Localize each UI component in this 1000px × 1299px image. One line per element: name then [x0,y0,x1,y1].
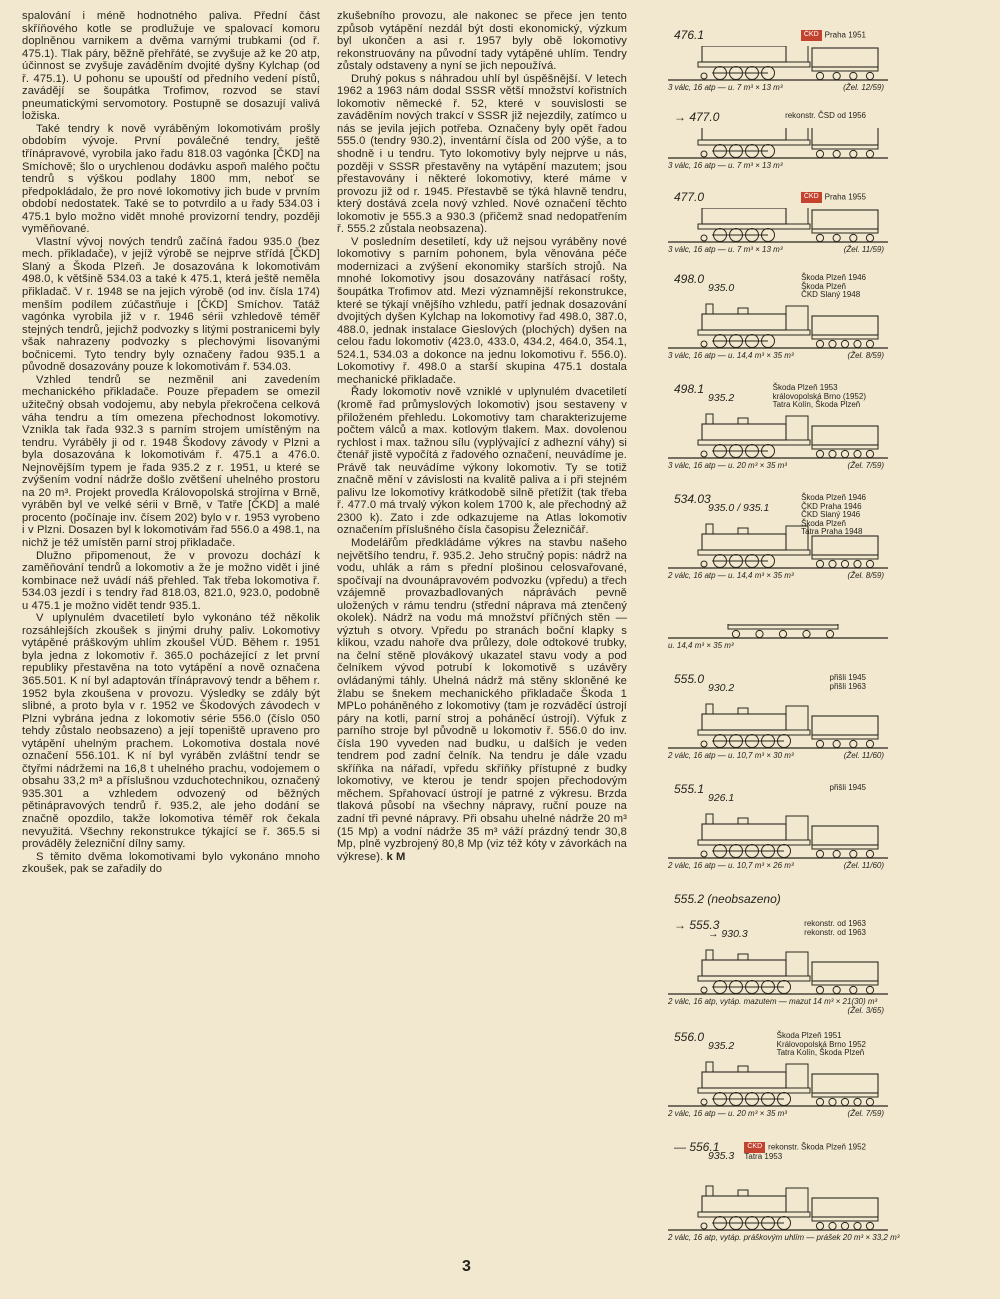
tender-wheel [854,1222,861,1229]
tender-frame [812,845,878,849]
magazine-reference: (Žel. 8/59) [847,351,884,360]
tender-class: 935.0 [708,282,735,294]
locomotive-figure [668,492,896,580]
leading-wheel [701,73,707,79]
locomotive-figure [668,672,896,760]
maker-note-text: Škoda Plzeň 1946 ČKD Praha 1946 ČKD Slaný 1946 Škoda Plzeň Tatra Praha 1948 [801,493,866,536]
paragraph: Také tendry k nově vyráběným lokomotivám prošly obdobím vývoje. První poválečné tendry, ještě třínápravové, vyrobila jako řadu 818.03 vagónka [ČKD] na Smíchově; šlo o urychlenou dodávku aspoň malého počtu tendrů s výškou podlahy 1800 mm, neboť se předpokládalo, že pro nové lokomotivy jich bude v prvním období nedostatek. Také se to potvrdilo a u řady 534.03 i 475.1 bylo možno vidět mnohé provizorní tendry, později vyměňované. [22,122,320,236]
text-column-left [22,10,320,876]
leading-wheel [701,1099,707,1105]
frame [698,330,810,335]
tender-wheel [866,1222,873,1229]
maker-badge: ČKD [744,1142,765,1153]
tender-wheel [829,450,836,457]
magazine-reference: (Žel. 11/60) [843,751,884,760]
figure-header [668,1030,896,1057]
boiler [702,314,786,330]
boiler [702,1196,786,1212]
cab [786,416,808,440]
frame [698,440,810,445]
spec-text: 3 válc, 16 atp — u. 7 m³ × 13 m³ [668,83,783,92]
tender-wheel [833,850,840,857]
chimney [706,414,713,424]
locomotive-drawing [668,814,888,858]
tender-wheel [816,560,823,567]
maker-note-text: přišli 1945 přišli 1963 [829,673,866,691]
class-number: → 477.0 [674,110,720,124]
locomotive-figure [668,190,896,254]
tender-wheel [779,630,786,637]
locomotive-drawing [668,704,888,748]
magazine-reference: (Žel. 8/59) [847,571,884,580]
boiler [702,208,786,224]
maker-note [785,112,866,121]
tender-wheel [816,450,823,457]
cab [786,1188,808,1212]
spec-text: 2 válc, 16 atp — u. 14,4 m³ × 35 m³ [668,571,794,580]
spec-text: 3 válc, 16 atp — u. 14,4 m³ × 35 m³ [668,351,794,360]
tender-class: 935.0 / 935.1 [708,502,770,514]
boiler [702,424,786,440]
class-number: 556.0 [674,1030,705,1044]
maker-note-text: Praha 1951 [824,30,866,40]
chimney [706,1186,713,1196]
frame [698,840,810,845]
tender-frame [812,1093,878,1097]
locomotive-figure [668,382,896,470]
class-number: 477.0 [674,190,705,204]
figure-header [668,918,896,940]
tender-frame [812,145,878,149]
locomotive-drawing [668,624,888,638]
tender-wheel [841,340,848,347]
locomotive-figure [668,28,896,92]
cab [786,128,808,140]
class-number: 534.03 [674,492,711,506]
maker-note-text: Škoda Plzeň 1946 Škoda Plzeň ČKD Slaný 1948 [801,273,866,299]
steam-dome [738,528,748,534]
tender-body [812,48,878,67]
steam-dome [738,418,748,424]
locomotive-figure [668,272,896,360]
steam-dome [738,308,748,314]
steam-dome [738,708,748,714]
tender-wheel [866,560,873,567]
locomotive-figure [668,110,896,170]
paragraph: spalování i méně hodnotného paliva. Přední část skříňového kotle se prodlužuje ve spalovací komoru doplněnou varnikem a dvěma varnými trubkami (od ř. 475.1). Tlak páry, běžně přehřáté, se zvyšuje až ke 20 atp, účinnost se zvyšuje zaváděním dvojité dyšny Kylchap (od ř. 475.1). U pohonu se upouští od předního vedení pístů, zavádějí se šoupátka Trofimov, rozvod se staví pneumatickými servomotory. Postupně se dosazují valivá ložiska. [22,10,320,123]
tender-class: 935.2 [708,1040,735,1052]
locomotive-figure [668,892,896,910]
maker-note-text: přišli 1945 [829,783,866,792]
tender-body [812,426,878,445]
frame [698,224,810,229]
paragraph: V uplynulém dvacetiletí bylo vykonáno též několik rozsáhlejších zkoušek s jinými druhy paliv. Lokomotivy vytápěné práškovým uhlím zkoušel VÚD. Během r. 1951 byla jedna z lokomotiv ř. 365.0 pocházející z let první republiky přestavěna na toto vytápění a nově označena 365.501. K ní byl adaptován třínápravový tendr a během r. 1952 byla zkoušena v provozu. Výsledky se zdály být slibné, a proto byla v r. 1952 ve Škodových závodech v Plzni vybrána jedna z lokomotiv série 556.0 (číslo 050 tehdy zůstalo neobsazeno) a její topeniště upraveno pro vytápění uhelným prachem. Lokomotiva dostala nové označení 556.101. K ní byl vyráběn zvláštní tendr se čtyřmi nádržemi na 16,8 t uhelného prachu, vodojemem o obsahu 33,2 m³ a příslušnou vzduchotechnikou, označený 935.301 a vzhledem odvozený od běžných pětinápravových tendrů ř. 935.2, ale jeho dodání se značně opozdilo, takže lokomotiva téměř rok čekala nevyužitá. Všechny rekonstrukce týkající se ř. 365.5 si prováděly železniční dílny samy. [22,612,320,851]
locomotive-silhouette [668,208,888,244]
paragraph: Řady lokomotiv nově vzniklé v uplynulém dvacetiletí (kromě řad průmyslových lokomotiv) jsou sestaveny v přiloženém přehledu. Lokomotivy tam charakterizujeme počtem válců a max. kotlovým tlakem. Max. dovolenou rychlost i max. tažnou sílu (vyplývající z adhezní váhy) si čtenář jistě vypočítá z řadového označení, neuvádíme je. Právě tak neuvádíme výkony lokomotiv. Ty se totiž značně mění v závislosti na kvalitě paliva a i při stejném palivu lze lokomotivy krátkodobě silně přetížit (tak třeba ř. 477.0 má trvalý výkon kolem 1700 k, ale přechodný až 2300 k). Zato i zde odkazujeme na Atlas lokomotiv označením příslušného čísla časopisu Železničář. [337,386,627,537]
locomotive-silhouette [668,800,888,860]
figure-header [668,1140,896,1162]
tender-frame [812,229,878,233]
locomotive-silhouette [668,690,888,750]
tender-wheel [816,72,823,79]
spec-line [668,861,896,870]
tender-frame [812,555,878,559]
boiler [702,1072,786,1088]
figure-header [668,606,896,624]
tender-wheel [854,1098,861,1105]
tender-wheel [833,150,840,157]
locomotive-silhouette [668,624,888,640]
chimney [706,704,713,714]
tender-wheel [850,72,857,79]
leading-wheel [701,341,707,347]
frame [698,62,810,67]
tender-frame [812,335,878,339]
boiler [702,960,786,976]
maker-note-text: Praha 1955 [824,192,866,202]
boiler [702,714,786,730]
locomotive-silhouette [668,1158,888,1232]
tender-wheel [803,630,810,637]
tender-wheel [854,560,861,567]
boiler [702,46,786,62]
leading-wheel [701,235,707,241]
maker-badge: ČKD [801,30,822,41]
paragraph: zkušebního provozu, ale nakonec se přece jen tento způsob vytápění nezdál být dosti ekonomický, výzkum byl ukončen a asi r. 1957 byly obě lokomotivy rekonstruovány na původní tady vytápěné uhlím. Tendry zůstaly odstaveny a nyní se jich nepoužívá. [337,10,627,73]
leading-wheel [701,561,707,567]
steam-dome [738,1066,748,1072]
cab [786,706,808,730]
locomotive-figure [668,782,896,870]
tender-wheel [850,234,857,241]
leading-wheel [701,451,707,457]
tender-body [812,962,878,981]
tender-wheel [816,150,823,157]
tender-body [812,210,878,229]
spec-line [668,161,896,170]
leading-wheel [701,741,707,747]
tender-wheel [866,986,873,993]
tender-class: 935.3 [708,1150,735,1162]
tender-wheel [829,1222,836,1229]
locomotive-drawing [668,128,888,158]
spec-text: u. 14,4 m³ × 35 m³ [668,641,734,650]
locomotive-drawing [668,414,888,458]
tender-wheel [816,234,823,241]
maker-badge: ČKD [801,192,822,203]
locomotive-figure [668,606,896,650]
tender-wheel [841,1222,848,1229]
paragraph: Vzhled tendrů se nezměnil ani zavedením mechanického přikladače. Pouze přepadem se omezil užitečný obsah vodojemu, aby nebyla překročena celková váha tendru a tím omezena přechodnost lokomotivy. Vznikla tak řada 932.3 s parním strojem umístěným na tendru. Vyráběly ji od r. 1948 Škodovy závody v Plzni a byla dosazována k lokomotivám ř. 475.1 a 476.0. Nejnovějším typem je řada 935.2 z r. 1951, u které se zvýšením vodní nádrže došlo zvětšení uhelného prostoru na 20 m³. Projekt provedla Královopolská strojírna v Brně, vyráběn byl ve velké sérii v Brně, v Tatře [ČKD] a malé procento (počínaje inv. čísem 202) bylo v r. 1953 vyrobeno i v Plzni. Dosazen byl k lokomotivám řad 556.0 a 498.1, na nichž je též umístěn parní stroj přikladače. [22,373,320,549]
maker-note [744,1142,866,1161]
maker-note [801,494,866,537]
class-number: 498.0 [674,272,705,286]
class-number: 555.0 [674,672,705,686]
tender-body [812,1074,878,1093]
spec-line [668,997,896,1015]
leading-wheel [701,151,707,157]
chimney [706,524,713,534]
frame [698,730,810,735]
maker-note [773,384,866,410]
text-column-middle [337,10,627,863]
magazine-reference: (Žel. 3/65) [847,1006,884,1015]
locomotive-silhouette [668,936,888,996]
tender-wheel [866,1098,873,1105]
locomotive-drawing [668,1062,888,1106]
spec-text: 2 válc, 16 atp — u. 10,7 m³ × 30 m³ [668,751,794,760]
maker-note-text: rekonstr. od 1963 rekonstr. od 1963 [804,919,866,937]
tender-wheel [816,1222,823,1229]
spec-text: 3 válc, 16 atp — u. 20 m³ × 35 m³ [668,461,787,470]
tender-wheel [850,986,857,993]
tender-body [812,716,878,735]
class-number: 476.1 [674,28,705,42]
chimney [706,1062,713,1072]
locomotive-drawing [668,950,888,994]
tender-wheel [866,740,873,747]
figure-header [668,110,896,128]
maker-note [777,1032,866,1058]
chimney [706,950,713,960]
tender-frame [812,735,878,739]
maker-note [830,784,866,793]
locomotive-silhouette [668,46,888,82]
maker-note-text: Škoda Plzeň 1953 královopolská Brno (1952) Tatra Kolín, Škoda Plzeň [772,383,866,409]
cab [786,816,808,840]
frame [698,550,810,555]
locomotive-figure [668,1030,896,1118]
frame [698,976,810,981]
page-number: 3 [462,1258,471,1275]
figure-header [668,190,896,208]
locomotive-figure [668,918,896,1015]
tender-wheel [866,234,873,241]
leading-wheel [701,987,707,993]
chimney [706,304,713,314]
magazine-reference: (Žel. 7/59) [847,1109,884,1118]
paragraph: Modelářům předkládáme výkres na stavbu našeho největšího tendru, ř. 935.2. Jeho stručný popis: nádrž na vodu, uhlák a rám s přední plošinou celosvařované, spočívají na dvounápravovém podvozku (vpředu) a třech vzájemně provazbadlovaných náprávách pevně uložených v rámu tendru (střední náprava má ztenčený okolek). Nádrž na vodu má množství příčných stěn — výztuh s otvory. Vpředu po stranách boční klapky s klikou, vzadu nahoře dva průlezy, dole odtokové trubky, na čelní stěně plovákový ukazatel stavu vody a pod čelníkem vývod potrubí k lokomotivě s uzávěry ovládanými táhly. Uhelná nádrž má stěny skloněné ke žlabu se šnekem mechanického přikladače Škoda 1 MPLo poháněného z lokomotivy (tam je rozváděcí ústrojí páry na kotli, parní stroj a poháněcí ústrojí). Výfuk z parního stroje byl původně u lokomotiv ř. 556.0 do inv. čísla 190 vyveden nad budku, u dalších je veden tendrem pod zadní čelník. Na tendru je dále vzadu skříňka na nářadí, vpředu skříňky přístupné z budky lokomotivy, ve kterou je tendr spojen přechodovým měchem. Spřahovací ústrojí je patrné z výkresu. Brzda tlaková působí na všechny nápravy, ruční pouze na zadní tři pevné nápravy. Při obsahu uhelné nádrže 20 m³ (15 Mp) a vodní nádrže 35 m³ váží prázdný tendr 30,8 Mp, plně vyzbrojený 80,8 Mp (viz též kóty v závorkách na výkrese). k M [337,536,627,863]
leading-wheel [701,851,707,857]
figure-header [668,382,896,409]
locomotive-drawing [668,1186,888,1230]
tender-frame [728,625,838,629]
tender-wheel [833,986,840,993]
boiler [702,128,786,140]
figure-header [668,272,896,299]
tender-wheel [833,72,840,79]
tender-wheel [850,150,857,157]
chimney [706,814,713,824]
spec-text: 3 válc, 16 atp — u. 7 m³ × 13 m³ [668,245,783,254]
locomotive-drawing [668,304,888,348]
tender-wheel [732,630,739,637]
leading-wheel [701,1223,707,1229]
cab [786,208,808,224]
paragraph: S těmito dvěma lokomotivami bylo vykonáno mnoho zkoušek, pak se zařadily do [22,850,320,876]
tender-wheel [850,740,857,747]
tender-wheel [854,340,861,347]
tender-wheel [866,72,873,79]
locomotive-figure [668,1140,900,1242]
steam-dome [738,818,748,824]
frame [698,1088,810,1093]
locomotive-silhouette [668,128,888,160]
spec-line [668,1233,900,1242]
figure-header [668,672,896,694]
tender-wheel [829,340,836,347]
paragraph: Dlužno připomenout, že v provozu dochází k zaměňování tendrů a lokomotiv a že je možno vidět i jiné kombinace než uvádí náš přehled. Tak třeba lokomotiva ř. 534.03 jezdí i s tendry řad 818.03, 821.0, 923.0, podobně u 475.1 je možno vidět tendr 935.1. [22,549,320,612]
spec-line [668,351,896,360]
spec-line [668,1109,896,1118]
figure-header [668,28,896,46]
spec-line [668,83,896,92]
spec-text: 2 válc, 16 atp — u. 20 m³ × 35 m³ [668,1109,787,1118]
steam-dome [738,1190,748,1196]
paragraph: Vlastní vývoj nových tendrů začíná řadou 935.0 (bez mech. přikladače), v jejíž výrobě se nejprve střídá [ČKD] Slaný a Škoda Plzeň. Je dosazována k lokomotivám 498.0, k většině 534.03 a také k 475.1, která ještě neměla přikladač. V r. 1948 se na jejich výrobě (od inv. čísla 174) menším podílem zúčastňuje i [ČKD] Smíchov. Tatáž vagónka vyrobila již v r. 1946 sérii vzhledově téměř stejných tendrů, jejichž podvozky s litými postranicemi byly však nahrazeny podvozky s plechovými lisovanými bočnicemi. Tyto tendry byly označeny řadou 935.1 a původně dosazovány pouze k lokomotivám ř. 534.03. [22,235,320,374]
cab [786,1064,808,1088]
tender-wheel [854,450,861,457]
tender-wheel [816,1098,823,1105]
locomotive-drawing [668,46,888,80]
cab [786,46,808,62]
spec-text: 2 válc, 16 atp, vytáp. mazutem — mazut 14 m³ × 21(30) m³ [668,997,878,1006]
tender-wheel [866,450,873,457]
tender-wheel [816,740,823,747]
tender-wheel [866,340,873,347]
tender-wheel [833,234,840,241]
maker-note [801,192,866,203]
paragraph: V posledním desetiletí, kdy už nejsou vyráběny nové lokomotivy s parním pohonem, byla věnována péče modernizaci a zvýšení ekonomiky starších strojů. Na mnohé lokomotivy jsou dosazovány natřásací rošty, šoupátka Trofimov atd. Mezi významnější rekonstrukce, které se týkají vnějšího vzhledu, patří jednak dosazování dvojitých dyšen Kylchap na lokomotivy řad 498.0, 387.0, 488.0, jednak instalace Gieslových (plochých) dyšen na celou řadu lokomotiv (423.0, 433.0, 434.2, 464.0, 354.1, 524.1, 534.03 a dokonce na jednu lokomotivu ř. 556.0). Lokomotivy ř. 498.0 a starší skupina 475.1 dostala mechanické přikladače. [337,235,627,386]
class-number: — 556.1 [674,1140,720,1154]
steam-dome [738,954,748,960]
figure-header [668,492,896,536]
tender-class: 935.2 [708,392,735,404]
locomotive-drawing [668,208,888,242]
maker-note-text: rekonstr. ČSD od 1956 [785,111,866,120]
tender-wheel [829,1098,836,1105]
spec-text: 2 válc, 16 atp — u. 10,7 m³ × 26 m³ [668,861,794,870]
maker-note-text: Škoda Plzeň 1951 Královopolská Brno 1952 Tatra Kolín, Škoda Plzeň [776,1031,866,1057]
tender-body [812,536,878,555]
magazine-reference: (Žel. 12/59) [843,83,884,92]
tender-wheel [816,340,823,347]
magazine-reference: (Žel. 11/60) [843,861,884,870]
tender-wheel [829,560,836,567]
spec-line [668,641,896,650]
maker-note [804,920,866,937]
spec-text: 2 válc, 16 atp, vytáp. práškovým uhlím — prášek 20 m³ × 33,2 m³ [668,1233,900,1242]
tender-body [812,128,878,145]
tender-wheel [841,560,848,567]
tender-body [812,316,878,335]
frame [698,140,810,145]
tender-body [812,826,878,845]
tender-wheel [850,850,857,857]
boiler [702,824,786,840]
class-number: → 555.3 [674,918,720,932]
tender-wheel [816,850,823,857]
cab [786,306,808,330]
maker-note [801,274,866,300]
class-number: 555.2 (neobsazeno) [674,892,781,906]
boiler [702,534,786,550]
figure-header [668,892,896,910]
tender-wheel [816,986,823,993]
tender-class: 930.2 [708,682,735,694]
tender-wheel [866,150,873,157]
tender-wheel [841,450,848,457]
class-number: 555.1 [674,782,705,796]
tender-wheel [866,850,873,857]
tender-wheel [833,740,840,747]
tender-body [812,1198,878,1217]
tender-frame [812,445,878,449]
cab [786,952,808,976]
frame [698,1212,810,1217]
tender-frame [812,981,878,985]
tender-frame [812,1217,878,1221]
spec-line [668,751,896,760]
class-number: 498.1 [674,382,705,396]
magazine-reference: (Žel. 11/59) [843,245,884,254]
tender-wheel [826,630,833,637]
spec-line [668,245,896,254]
tender-class: → 930.3 [708,928,748,940]
tender-frame [812,67,878,71]
maker-note-text: rekonstr. Škoda Plzeň 1952 Tatra 1953 [744,1142,866,1161]
paragraph: Druhý pokus s náhradou uhlí byl úspěšnější. V letech 1962 a 1963 nám dodal SSSR větší množství kořistních lokomotiv německé ř. 52, které v souvislosti se zaváděním nových trakcí v SSSR již nejezdily, zatímco u nás se jevila jejich potřeba. Označeny byly opět řadou 555.0 (tendry 930.2), inventární čísla od 200 výše, a to shodně i u tendru. Tyto lokomotivy byly nejprve u nás, později v SSSR přestavěny na vytápění mazutem; jsou přestavovány i některé lokomotivy, které máme v provozu již od r. 1945. Přestavbě se týká hlavně tendru, který dostává zcela nový vzhled. Nové označení těchto lokomotiv je 555.3 a 930.3 (přičemž snad nedopatřením ř. 555.2 zůstala neobsazena). [337,72,627,236]
spec-line [668,461,896,470]
author-signature: k M [383,850,406,863]
magazine-reference: (Žel. 7/59) [847,461,884,470]
tender-wheel [756,630,763,637]
figure-header [668,782,896,804]
spec-line [668,571,896,580]
maker-note [830,674,866,691]
tender-class: 926.1 [708,792,735,804]
tender-wheel [841,1098,848,1105]
spec-text: 3 válc, 16 atp — u. 7 m³ × 13 m³ [668,161,783,170]
maker-note [801,30,866,41]
